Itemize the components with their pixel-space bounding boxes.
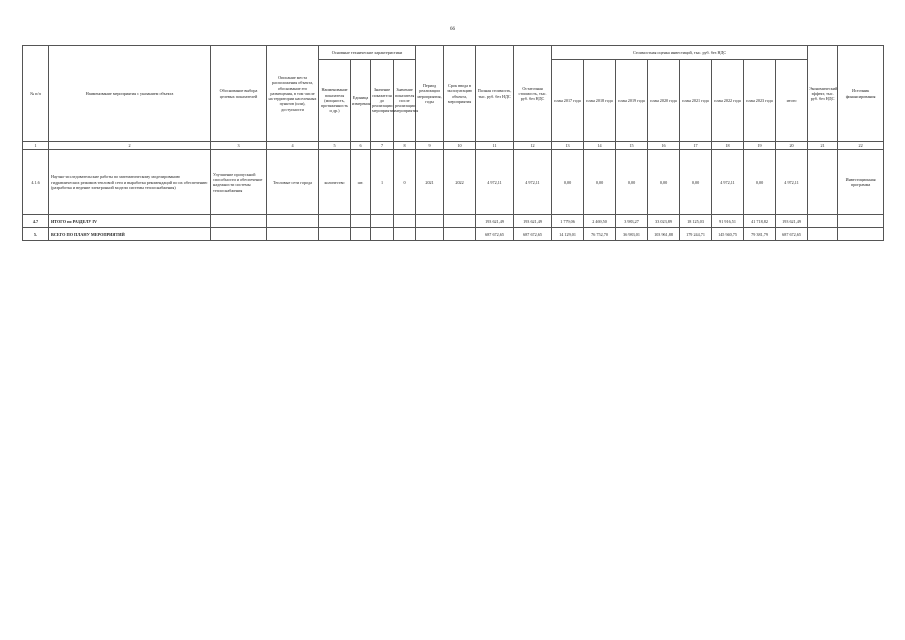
year-2018: 2 469,50 — [584, 215, 616, 228]
event-name: Научно-исследовательские работы по математическому моделированию гидравлических режимов тепловой сети и выработка рекомендаций по их обеспечению (разработка и ведение электронной модели системы теплоснабжения) — [49, 150, 211, 215]
remaining-cost: 687 672,65 — [514, 228, 552, 241]
table-row — [23, 150, 884, 215]
header-reason: Описание места расположения объекта, обоснование его размещения, в том числе на территории населенных пунктов (или), доступности — [267, 46, 319, 142]
year-2022: 145 940,75 — [712, 228, 744, 241]
empty-cell — [267, 228, 319, 241]
empty-cell — [416, 215, 444, 228]
page-number: 66 — [450, 27, 455, 32]
col-number: 16 — [648, 142, 680, 150]
deadline: 2022 — [444, 150, 476, 215]
col-number: 8 — [394, 142, 416, 150]
header-row-top — [23, 46, 884, 60]
header-year-2018: план 2018 года — [584, 60, 616, 142]
investment-plan-table — [22, 45, 884, 241]
empty-cell — [416, 228, 444, 241]
col-number: 9 — [416, 142, 444, 150]
year-2022: 91 916,51 — [712, 215, 744, 228]
header-deadline: Срок ввода в эксплуатацию объекта, мероприятия — [444, 46, 476, 142]
col-number: 1 — [23, 142, 49, 150]
col-number: 17 — [680, 142, 712, 150]
header-tech-unit: Единица измерения — [351, 60, 371, 142]
header-year-2023: план 2023 года — [744, 60, 776, 142]
year-2021: 179 244,71 — [680, 228, 712, 241]
col-number: 11 — [476, 142, 514, 150]
column-number-row — [23, 142, 884, 150]
tech-param: количество — [319, 150, 351, 215]
row-total: 687 672,65 — [776, 228, 808, 241]
empty-cell — [838, 215, 884, 228]
col-number: 2 — [49, 142, 211, 150]
empty-cell — [371, 228, 394, 241]
header-tech-group: Основные технические характеристики — [319, 46, 416, 60]
year-2021: 18 125,03 — [680, 215, 712, 228]
section-total-label: ИТОГО по РАЗДЕЛУ IV — [49, 215, 211, 228]
tech-before: 1 — [371, 150, 394, 215]
year-2023: 41 718,82 — [744, 215, 776, 228]
year-2017: 1 779,06 — [552, 215, 584, 228]
empty-cell — [319, 228, 351, 241]
year-2017: 0,00 — [552, 150, 584, 215]
year-2020: 0,00 — [648, 150, 680, 215]
header-year-2019: план 2019 года — [616, 60, 648, 142]
year-2018: 0,00 — [584, 150, 616, 215]
col-number: 19 — [744, 142, 776, 150]
header-year-2022: план 2022 года — [712, 60, 744, 142]
year-2021: 0,00 — [680, 150, 712, 215]
col-number: 10 — [444, 142, 476, 150]
year-2019: 3 983,27 — [616, 215, 648, 228]
header-tech-after: Значение показателя после реализации мероприятия — [394, 60, 416, 142]
year-2020: 33 023,89 — [648, 215, 680, 228]
col-number: 6 — [351, 142, 371, 150]
year-2017: 14 129,01 — [552, 228, 584, 241]
empty-cell — [267, 215, 319, 228]
remaining-cost: 4 972,11 — [514, 150, 552, 215]
col-number: 21 — [808, 142, 838, 150]
row-total: 4 972,11 — [776, 150, 808, 215]
remaining-cost: 193 621,49 — [514, 215, 552, 228]
year-2022: 4 972,11 — [712, 150, 744, 215]
header-economy: Экономический эффект, тыс. руб. без НДС — [808, 46, 838, 142]
col-number: 3 — [211, 142, 267, 150]
header-full-cost: Полная стоимость, тыс. руб. без НДС — [476, 46, 514, 142]
header-remaining-cost: Остаточная стоимость, тыс. руб. без НДС — [514, 46, 552, 142]
full-cost: 4 972,11 — [476, 150, 514, 215]
year-2023: 0,00 — [744, 150, 776, 215]
col-number: 15 — [616, 142, 648, 150]
header-tech-before: Значение показателя до реализации мероприятия — [371, 60, 394, 142]
header-year-2017: план 2017 года — [552, 60, 584, 142]
empty-cell — [394, 228, 416, 241]
col-number: 20 — [776, 142, 808, 150]
year-2020: 103 961,88 — [648, 228, 680, 241]
economy — [808, 150, 838, 215]
indicator: Улучшение пропускной способности и обеспечение надежности системы теплоснабжения — [211, 150, 267, 215]
year-2019: 0,00 — [616, 150, 648, 215]
header-total: итого — [776, 60, 808, 142]
section-total-row — [23, 215, 884, 228]
full-cost: 687 672,65 — [476, 228, 514, 241]
col-number: 13 — [552, 142, 584, 150]
header-indicator: Обоснование выбора целевых показателей — [211, 46, 267, 142]
empty-cell — [808, 228, 838, 241]
col-number: 4 — [267, 142, 319, 150]
row-number: 4.7 — [23, 215, 49, 228]
empty-cell — [444, 228, 476, 241]
tech-unit: шт. — [351, 150, 371, 215]
year-2023: 79 381,79 — [744, 228, 776, 241]
header-tech-param: Наименование показателя (мощность, протяженность и др.) — [319, 60, 351, 142]
header-investment-group: Стоимостная оценка инвестиций, тыс. руб. без НДС — [552, 46, 808, 60]
header-year-2020: план 2020 года — [648, 60, 680, 142]
header-year-2021: план 2021 года — [680, 60, 712, 142]
full-cost: 193 621,49 — [476, 215, 514, 228]
grand-total-label: ВСЕГО ПО ПЛАНУ МЕРОПРИЯТИЙ — [49, 228, 211, 241]
grand-total-row — [23, 228, 884, 241]
col-number: 18 — [712, 142, 744, 150]
header-period: Период реализации мероприятия, годы — [416, 46, 444, 142]
col-number: 7 — [371, 142, 394, 150]
empty-cell — [351, 228, 371, 241]
year-2018: 76 752,70 — [584, 228, 616, 241]
empty-cell — [371, 215, 394, 228]
empty-cell — [444, 215, 476, 228]
header-source: Источник финансирования — [838, 46, 884, 142]
reason: Тепловые сети города — [267, 150, 319, 215]
col-number: 5 — [319, 142, 351, 150]
header-row-no: № п/п — [23, 46, 49, 142]
col-number: 12 — [514, 142, 552, 150]
empty-cell — [211, 215, 267, 228]
empty-cell — [394, 215, 416, 228]
col-number: 22 — [838, 142, 884, 150]
header-event-name: Наименование мероприятия с указанием объекта — [49, 46, 211, 142]
empty-cell — [319, 215, 351, 228]
empty-cell — [351, 215, 371, 228]
source: Инвестиционная программа — [838, 150, 884, 215]
tech-after: 0 — [394, 150, 416, 215]
row-number: 5. — [23, 228, 49, 241]
empty-cell — [838, 228, 884, 241]
row-total: 193 621,49 — [776, 215, 808, 228]
col-number: 14 — [584, 142, 616, 150]
empty-cell — [808, 215, 838, 228]
period: 2021 — [416, 150, 444, 215]
empty-cell — [211, 228, 267, 241]
year-2019: 36 983,01 — [616, 228, 648, 241]
row-number: 4.1.6 — [23, 150, 49, 215]
